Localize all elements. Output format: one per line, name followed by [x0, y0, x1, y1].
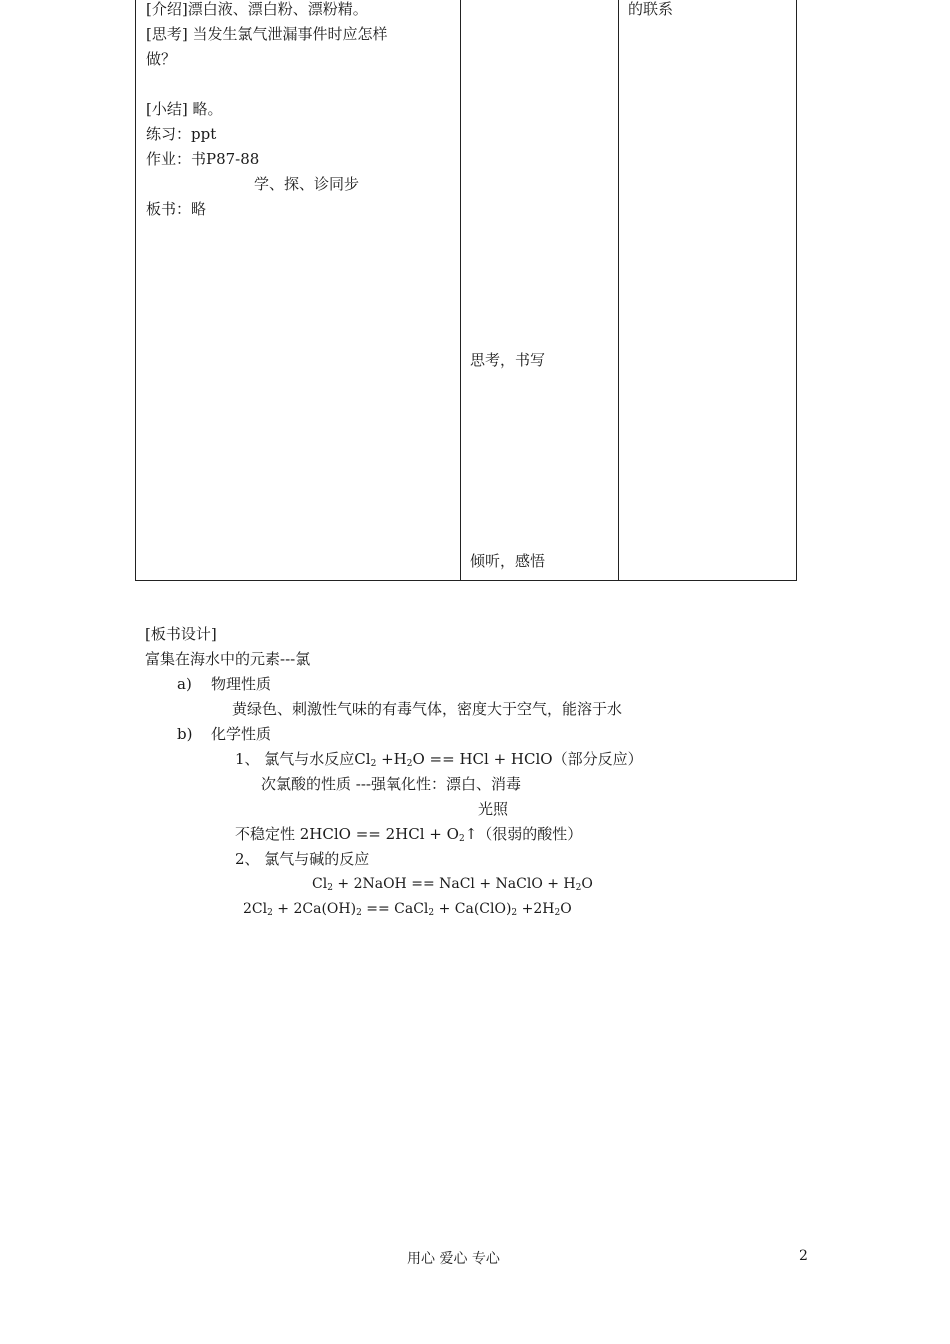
col1-line: [小结] 略。 — [146, 100, 223, 118]
col1-line: 学、探、诊同步 — [254, 175, 360, 193]
col2-text: 倾听，感悟 — [470, 552, 546, 570]
footer-motto: 用心 爱心 专心 — [407, 1251, 500, 1267]
list-marker: b) — [177, 725, 193, 743]
col3-text: 的联系 — [628, 0, 674, 18]
physical-description: 黄绿色、刺激性气味的有毒气体，密度大于空气，能溶于水 — [232, 700, 623, 718]
col2-text: 思考，书写 — [470, 351, 546, 369]
column-divider-1 — [460, 0, 461, 580]
equation-caoh2: $2Cl_2 + 2Ca(OH)_2$ == CaCl$_2$ + $Ca(ClO)_2 +2H_2O$ — [243, 901, 572, 918]
col1-line: 板书：略 — [146, 200, 207, 218]
section-physical: 物理性质 — [211, 675, 272, 693]
page-number: 2 — [799, 1248, 808, 1264]
reaction-with-water: 1、 氯气与水反应$Cl_2 +H_2O$ == HCl + HClO（部分反应） — [235, 750, 643, 769]
section-chemical: 化学性质 — [211, 725, 272, 743]
col1-line: 练习：ppt — [146, 125, 217, 143]
instability-equation: 不稳定性 2HClO == $2HCl + O_2↑$（很弱的酸性） — [235, 825, 583, 844]
reaction-with-base: 2、 氯气与碱的反应 — [235, 850, 370, 868]
lesson-table — [135, 0, 797, 581]
col1-line: 做？ — [146, 50, 177, 68]
col1-line: 作业：书P87-88 — [146, 150, 260, 168]
column-divider-2 — [618, 0, 619, 580]
light-condition: 光照 — [478, 800, 509, 818]
list-marker: a) — [177, 675, 192, 693]
board-heading: [板书设计] — [145, 625, 217, 643]
equation-naoh: $Cl_2$ + 2NaOH == NaCl + NaClO + $H_2O$ — [312, 876, 593, 893]
col1-line: [思考] 当发生氯气泄漏事件时应怎样 — [146, 25, 388, 43]
col1-line: [介绍]漂白液、漂白粉、漂粉精。 — [146, 0, 368, 18]
hclo-properties: 次氯酸的性质 ---强氧化性：漂白、消毒 — [261, 775, 521, 793]
board-title: 富集在海水中的元素---氯 — [145, 650, 311, 668]
